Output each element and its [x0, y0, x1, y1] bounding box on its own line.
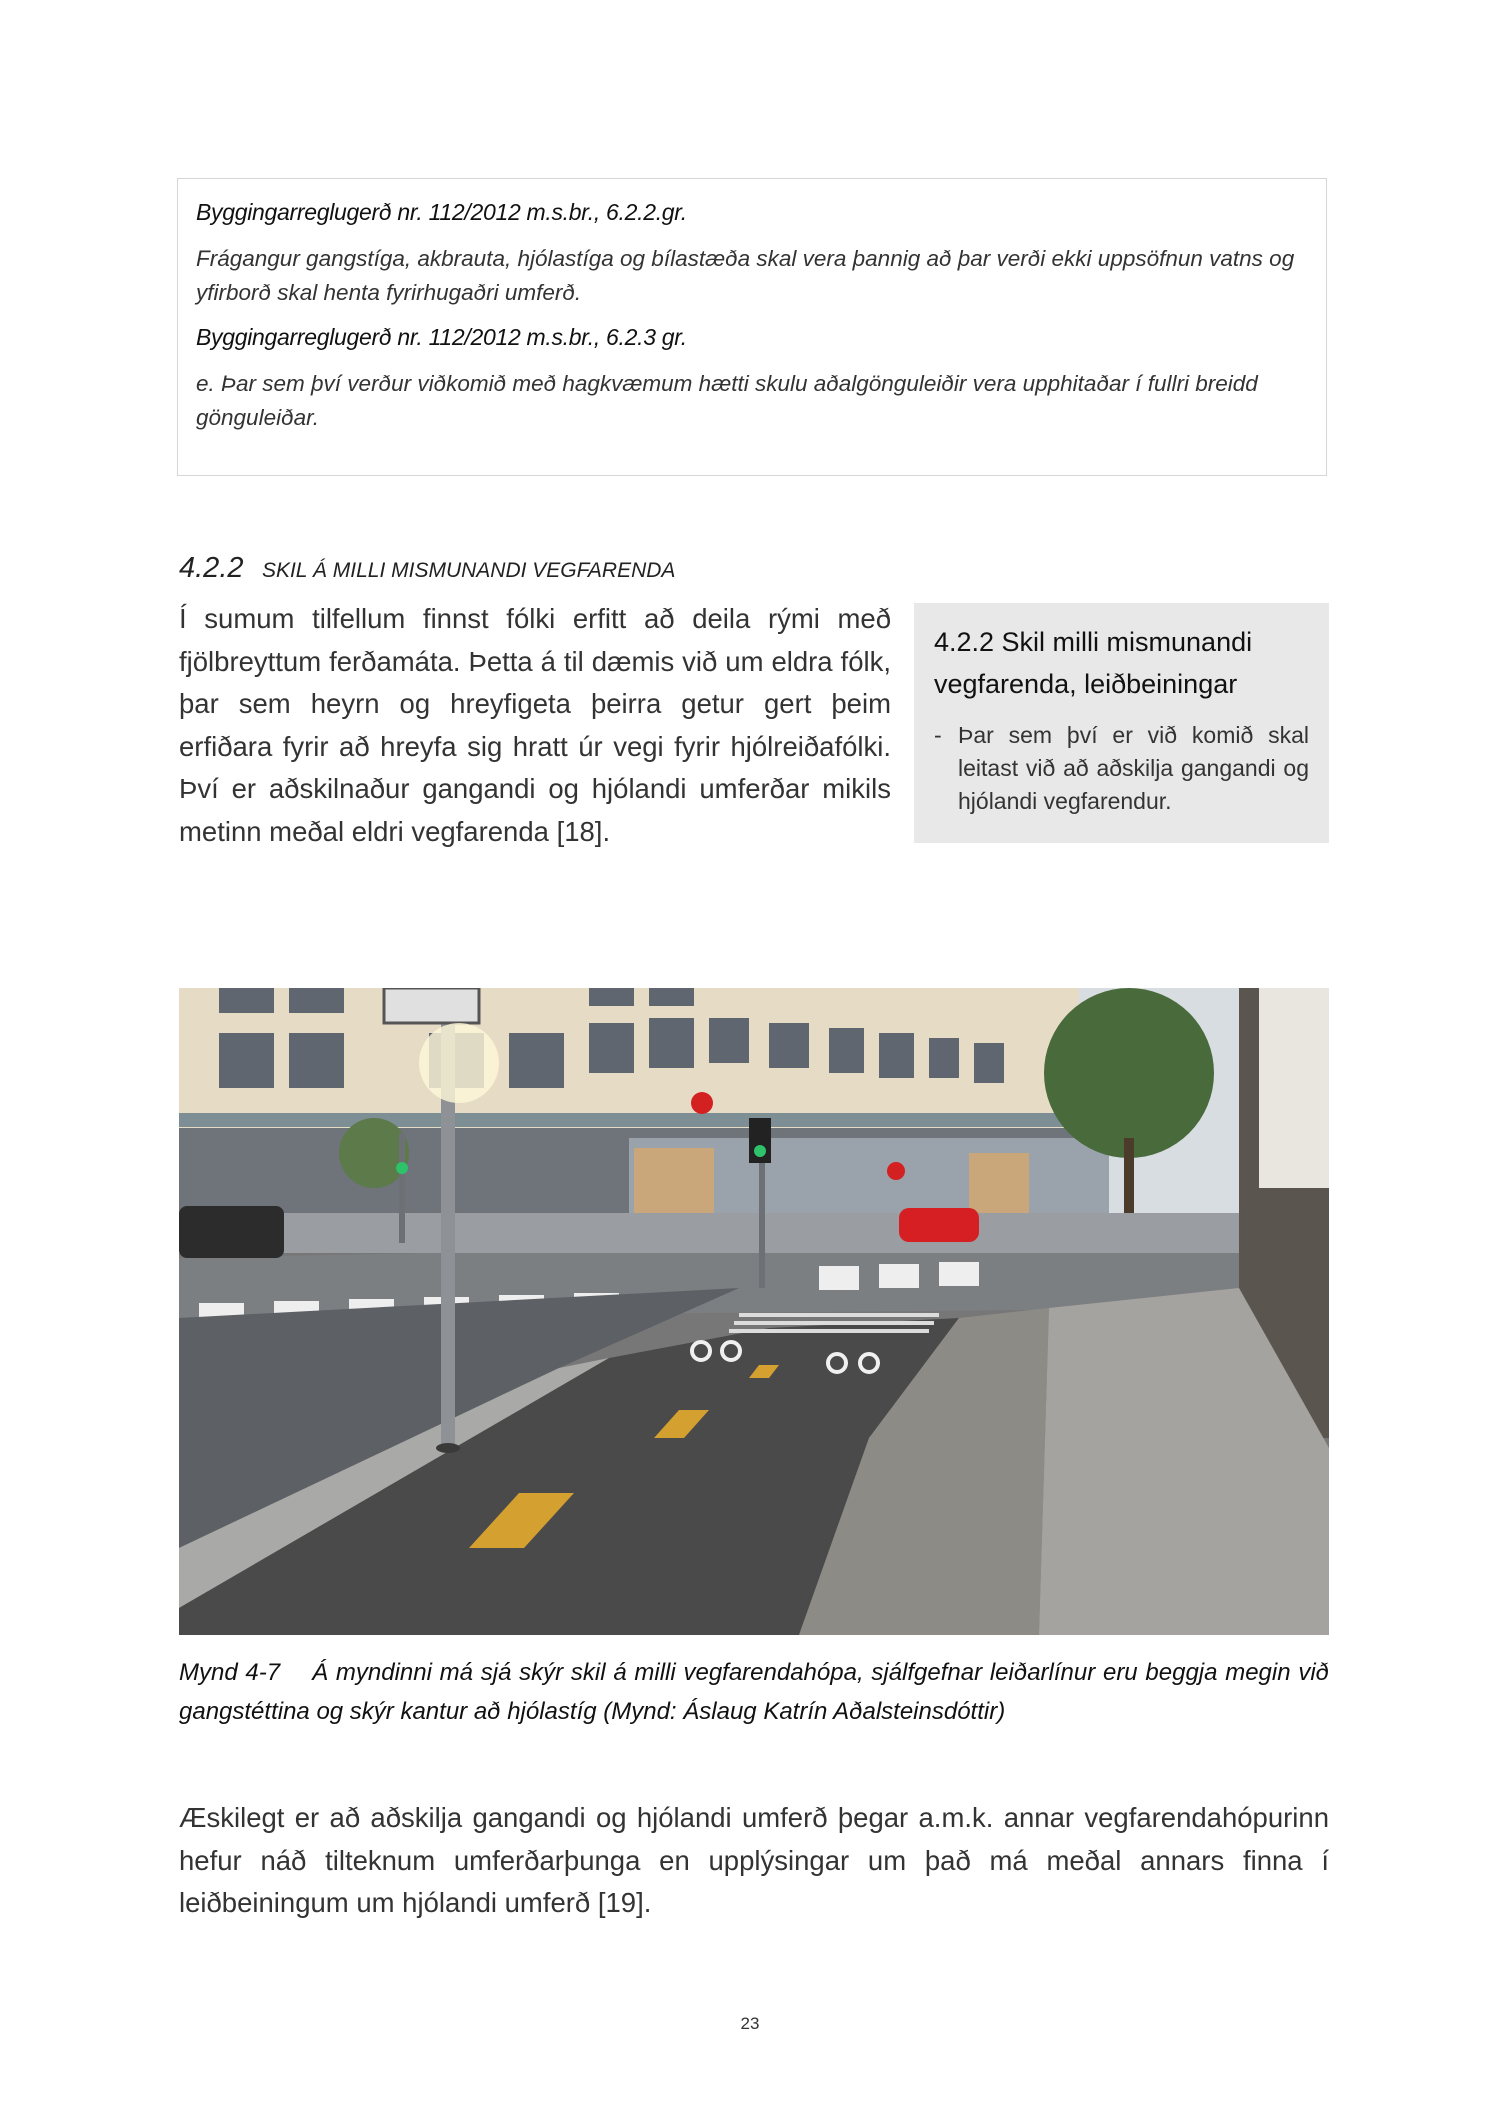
regulation-text-1: Frágangur gangstíga, akbrauta, hjólastíga og bílastæða skal vera þannig að þar verði ekki uppsöfnun vatns og yfirborð skal henta fyrirhugaðri umferð.	[196, 246, 1295, 305]
section-number: 4.2.2	[179, 552, 244, 584]
building-canopy	[179, 1113, 1079, 1127]
far-sidewalk	[179, 1213, 1239, 1253]
regulation-heading-2: Byggingarreglugerð nr. 112/2012 m.s.br., 6.2.3 gr.	[196, 324, 687, 350]
traffic-light-pole	[399, 1133, 405, 1243]
street-photo-illustration	[179, 988, 1329, 1635]
dark-car	[179, 1206, 284, 1258]
regulation-text-2: e. Þar sem því verður viðkomið með hagkvæmum hætti skulu aðalgönguleiðir vera upphitaðar í fullri breidd gönguleiðar.	[196, 371, 1258, 430]
section-heading	[179, 552, 675, 585]
body-paragraph-2: Æskilegt er að aðskilja gangandi og hjólandi umferð þegar a.m.k. annar vegfarendahópurinn hefur náð tilteknum umferðarþunga en upplýsingar um það má meðal annars finna í leiðbeiningum um hjólandi umferð [19].	[179, 1802, 1329, 1918]
green-light	[396, 1162, 408, 1174]
road-sign	[384, 988, 479, 1023]
tree	[339, 1118, 409, 1188]
figure-caption	[179, 1653, 1329, 1731]
body-paragraph-1: Í sumum tilfellum finnst fólki erfitt að deila rými með fjölbreyttum ferðamáta. Þetta á til dæmis við um eldra fólk, þar sem heyrn og hreyfigeta þeirra getur gert þeim erfiðara fyrir að hreyfa sig hratt úr vegi fyrir hjólreiðafólki. Því er aðskilnaður gangandi og hjólandi umferðar mikils metinn meðal eldri vegfarenda [18].	[179, 603, 891, 847]
section-title: SKIL Á MILLI MISMUNANDI VEGFARENDA	[261, 559, 676, 582]
figure-label: Mynd 4-7	[179, 1659, 281, 1686]
guidelines-item	[934, 719, 1309, 818]
guidelines-title: 4.2.2 Skil milli mismunandi vegfarenda, leiðbeiningar	[934, 627, 1253, 699]
no-entry-sign	[691, 1092, 713, 1114]
sign-pole-base	[436, 1443, 460, 1453]
hoarding-panel	[969, 1153, 1029, 1213]
stop-line	[729, 1313, 939, 1333]
guidelines-box	[914, 603, 1329, 843]
tree-trunk	[1124, 1138, 1134, 1218]
regulation-box	[177, 178, 1327, 476]
tree	[1044, 988, 1214, 1158]
page-number: 23	[740, 2014, 760, 2033]
hoarding-panel	[634, 1148, 714, 1213]
guidelines-item-text: Þar sem því er við komið skal leitast við að aðskilja gangandi og hjólandi vegfarendur.	[958, 722, 1309, 814]
white-wall	[1259, 988, 1329, 1188]
figure-caption-text: Á myndinni má sjá skýr skil á milli vegfarendahópa, sjálfgefnar leiðarlínur eru beggja megin við gangstéttina og skýr kantur að hjólastíg (Mynd: Áslaug Katrín Aðalsteinsdóttir)	[179, 1659, 1329, 1725]
no-entry-sign	[887, 1162, 905, 1180]
green-light	[754, 1145, 766, 1157]
sun-glare	[419, 1023, 499, 1103]
guidelines-bullet: -	[934, 722, 942, 748]
red-car	[899, 1208, 979, 1242]
regulation-heading-1: Byggingarreglugerð nr. 112/2012 m.s.br., 6.2.2.gr.	[196, 199, 687, 225]
street-photo	[179, 988, 1329, 1635]
